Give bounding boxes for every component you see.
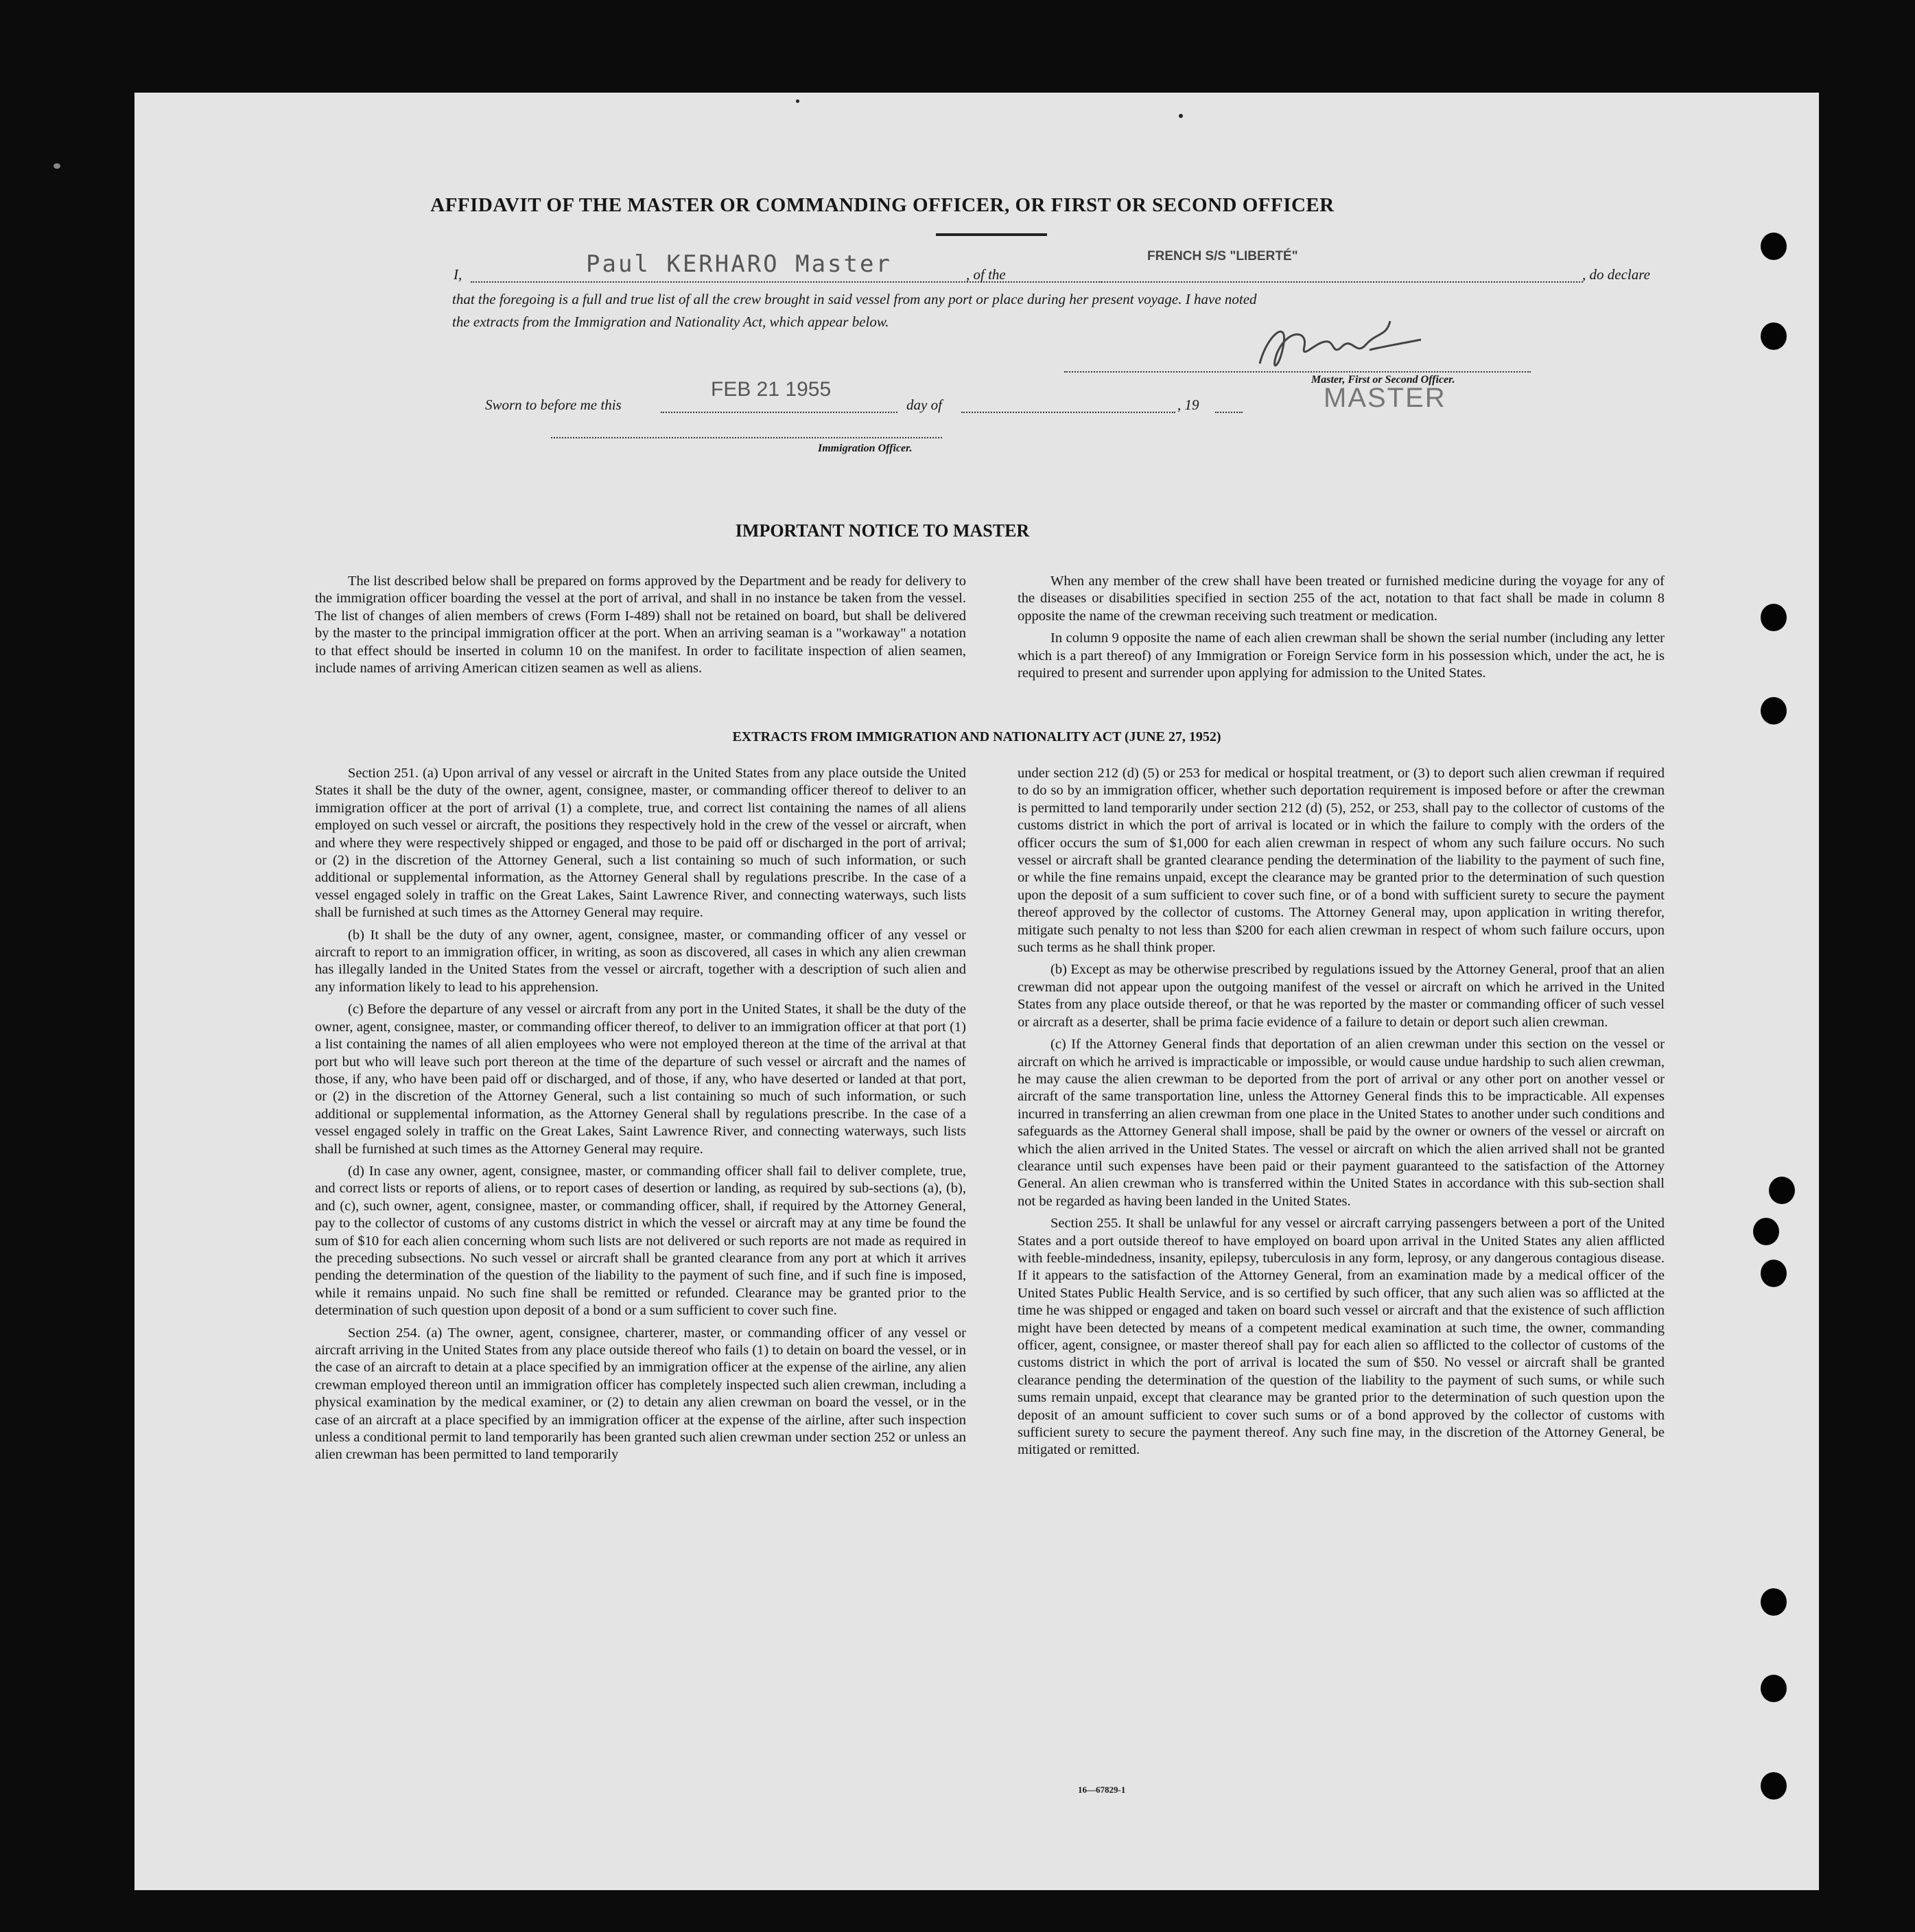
year-label: , 19: [1177, 397, 1199, 413]
sworn-day-line: [661, 412, 897, 413]
sworn-date-stamp: FEB 21 1955: [711, 378, 832, 401]
notice-left-column: [315, 573, 966, 682]
year-line: [1215, 412, 1243, 413]
i-label: I,: [454, 266, 462, 283]
punch-hole: [1761, 604, 1787, 631]
section-254-a: Section 254. (a) The owner, agent, consignee, charterer, master, or commanding officer of any vessel or aircraft arriving in the United States from any place outside thereof who fails (1) to detain on board the vessel, or in the case of an aircraft to detain at a place specified by an immigration officer at the expense of the airline, any alien crewman employed thereon until an immigration officer has completely inspected such alien crewman, including a physical examination by the medical examiner, or (2) to detain any alien crewman on board the vessel, or in the case of an aircraft at a place specified by an immigration officer at the expense of the airline, after such inspection unless a conditional permit to land temporarily has been granted such alien crewman under section 252 or unless an alien crewman has been permitted to land temporarily: [315, 1325, 966, 1463]
extracts-right-column: [1018, 765, 1665, 1464]
extracts-title: EXTRACTS FROM IMMIGRATION AND NATIONALITY ACT (JUNE 27, 1952): [732, 729, 1221, 744]
name-line: [471, 281, 1102, 283]
punch-hole: [1761, 1772, 1787, 1800]
punch-hole: [1761, 1675, 1787, 1702]
officer-line: [551, 437, 942, 438]
vessel-line: [1024, 281, 1583, 283]
section-251-c: (c) Before the departure of any vessel or aircraft from any port in the United States, it shall be the duty of the owner, agent, consignee, master, or commanding officer thereof, to deliver to an immigration officer at that port (1) a list containing the names of all alien employees who were not employed thereon at the time of the arrival at that port but who will leave such port thereon at the time of the departure of such vessel or aircraft and the names of those, if any, who have been paid off or discharged, and of those, if any, who have deserted or landed at that port, or (2) in the discretion of the Attorney General, such a list containing so much of such information, or such additional or supplemental information, as the Attorney General shall by regulations prescribe. In the case of a vessel engaged solely in traffic on the Great Lakes, Saint Lawrence River, and connecting waterways, such lists shall be furnished at such times as the Attorney General may require.: [315, 1002, 966, 1157]
notice-left-paragraph: The list described below shall be prepared on forms approved by the Department and be ready for delivery to the immigration officer boarding the vessel at the port of arrival, and shall in no instance be taken from the vessel. The list of changes of alien members of crews (Form I-489) shall not be retained on board, but shall be delivered by the master to the principal immigration officer at the port. When an arriving seaman is a "workaway" a notation to that effect should be inserted in column 10 on the manifest. In order to facilitate inspection of alien seamen, include names of arriving American citizen seamen as well as aliens.: [315, 574, 966, 676]
declaration-line-1: that the foregoing is a full and true list of all the crew brought in said vessel from any port or place during her present voyage. I have noted: [452, 291, 1257, 307]
title-divider: [936, 233, 1047, 236]
punch-hole: [1761, 233, 1787, 260]
punch-hole: [1761, 1588, 1787, 1616]
section-251-a: Section 251. (a) Upon arrival of any vessel or aircraft in the United States from any place outside the United States it shall be the duty of the owner, agent, consignee, master, or commanding officer thereof to deliver to an immigration officer at the port of arrival (1) a complete, true, and correct list containing the names of all aliens employed on such vessel or aircraft, the positions they respectively hold in the crew of the vessel or aircraft, when and where they were respectively shipped or engaged, and those to be paid off or discharged in the port of arrival; or (2) in the discretion of the Attorney General, such a list containing so much of such information, or such additional or supplemental information, as the Attorney General shall by regulations prescribe. In the case of a vessel engaged solely in traffic on the Great Lakes, Saint Lawrence River, and connecting waterways, such lists shall be furnished at such times as the Attorney General may require.: [315, 766, 966, 921]
extracts-left-column: [315, 765, 966, 1469]
section-251-d: (d) In case any owner, agent, consignee, master, or commanding officer shall fail to deliver complete, true, and correct lists or reports of aliens, or to report cases of desertion or landing, as required by sub-sections (a), (b), and (c), such owner, agent, consignee, master, or commanding officer, shall, if required by the Attorney General, pay to the collector of customs of any customs district in which the vessel or aircraft may at any time be found the sum of $10 for each alien concerning whom such lists are not delivered or such reports are not made as required in the preceding subsections. No such vessel or aircraft shall be granted clearance from any port at which it arrives pending the determination of the question of the liability to the payment of such fine, and if such fine is imposed, while it remains unpaid. No such fine shall be remitted or refunded. Clearance may be granted prior to the determination of such question upon deposit of a bond or a sum sufficient to cover such fine.: [315, 1163, 966, 1319]
punch-hole: [1769, 1177, 1795, 1204]
master-name: Paul KERHARO Master: [586, 250, 892, 278]
section-251-b: (b) It shall be the duty of any owner, agent, consignee, master, or commanding officer of any vessel or aircraft to report to an immigration officer, in writing, as soon as discovered, all cases in which any alien crewman has illegally landed in the United States from the vessel or aircraft, together with a description of such alien and any information likely to lead to his apprehension.: [315, 927, 966, 995]
dust-speck: [1179, 114, 1183, 118]
do-declare-label: , do declare: [1582, 266, 1650, 283]
punch-hole: [1753, 1218, 1779, 1245]
immigration-officer-label: Immigration Officer.: [818, 443, 913, 454]
of-the-label: , of the: [966, 266, 1006, 283]
day-of-label: day of: [906, 397, 942, 413]
dust-speck: [54, 163, 60, 169]
section-254-b: (b) Except as may be otherwise prescribed by regulations issued by the Attorney General, proof that an alien crewman did not appear upon the outgoing manifest of the vessel or aircraft on which he arrived in the United States from any place outside thereof, or that he was reported by the master or commanding officer of such vessel or aircraft as a deserter, shall be prima facie evidence of a failure to detain or deport such alien crewman.: [1018, 962, 1665, 1030]
punch-hole: [1761, 697, 1787, 724]
punch-hole: [1761, 322, 1787, 350]
notice-right-paragraph-1: When any member of the crew shall have been treated or furnished medicine during the voyage for any of the diseases or disabilities specified in section 255 of the act, notation to that fact shall be made in column 8 opposite the name of the crewman receiving such treatment or medication.: [1018, 574, 1665, 624]
signature-line: [1064, 371, 1531, 373]
form-number: 16—67829-1: [1078, 1784, 1126, 1795]
dust-speck: [796, 99, 799, 103]
section-254-c: (c) If the Attorney General finds that deportation of an alien crewman under this section on the vessel or aircraft on which he arrived is impracticable or impossible, or would cause undue hardship to such alien crewman, he may cause the alien crewman to be deported from the port of arrival or any other port on another vessel or aircraft of the same transportation line, unless the Attorney General finds this to be impracticable. All expenses incurred in transferring an alien crewman from one place in the United States to another under such conditions and safeguards as the Attorney General shall impose, shall be paid by the owner or owners of the vessel or aircraft on which the alien arrived in the United States. The vessel or aircraft on which the alien arrived shall not be granted clearance until such expenses have been paid or their payment guaranteed to the satisfaction of the Attorney General. An alien crewman who is transferred within the United States in accordance with this sub-section shall not be regarded as having been landed in the United States.: [1018, 1037, 1665, 1209]
notice-title: IMPORTANT NOTICE TO MASTER: [735, 521, 1030, 541]
declaration-line-2: the extracts from the Immigration and Nationality Act, which appear below.: [452, 314, 889, 330]
section-255: Section 255. It shall be unlawful for any vessel or aircraft carrying passengers between a port of the United States and a port outside thereof to have employed on board upon arrival in the United States any alien afflicted with feeble-mindedness, insanity, epilepsy, tuberculosis in any form, leprosy, or any dangerous contagious disease. If it appears to the satisfaction of the Attorney General, from an examination made by a medical officer of the United States Public Health Service, and is so certified by such officer, that any such alien was so afflicted at the time he was shipped or engaged and taken on board such vessel or aircraft and that the existence of such affliction might have been detected by means of a competent medical examination at such time, the owner, commanding officer, agent, consignee, or master thereof shall pay for each alien so afflicted to the collector of customs of the customs district in which the port of arrival is located the sum of $50. No vessel or aircraft shall be granted clearance pending the determination of the question of the liability to the payment of such sums, or while such sums remain unpaid, except that clearance may be granted prior to the determination of such question upon the deposit of an amount sufficient to cover such sums or of a bond approved by the collector of customs with sufficient surety to secure the payment thereof. Any such fine may, in the discretion of the Attorney General, be mitigated or remitted.: [1018, 1216, 1665, 1458]
vessel-name: FRENCH S/S "LIBERTÉ": [1147, 249, 1298, 263]
signature-caption: Master, First or Second Officer.: [1311, 374, 1455, 386]
affidavit-title: AFFIDAVIT OF THE MASTER OR COMMANDING OFFICER, OR FIRST OR SECOND OFFICER: [430, 194, 1335, 216]
document-page: [134, 93, 1819, 1890]
notice-right-paragraph-2: In column 9 opposite the name of each alien crewman shall be shown the serial number (including any letter which is a part thereof) of any Immigration or Foreign Service form in his possession which, under the act, he is required to present and surrender upon applying for admission to the United States.: [1018, 631, 1665, 681]
section-254-a-continued: under section 212 (d) (5) or 253 for medical or hospital treatment, or (3) to deport such alien crewman if required to do so by an immigration officer, whether such deportation requirement is imposed before or after the crewman is permitted to land temporarily under section 212 (d) (5), 252, or 253, shall pay to the collector of customs of the customs district in which the port of arrival is located or in which the failure to comply with the orders of the officer occurs the sum of $1,000 for each alien crewman in respect of whom any such failure occurs. No such vessel or aircraft shall be granted clearance pending the determination of the liability to the payment of such fine, or while the fine remains unpaid, except the clearance may be granted prior to the determination of such question upon the deposit of a sum sufficient to cover such fine, or of a bond with sufficient surety to secure the payment thereof approved by the collector of customs. The Attorney General may, upon application in writing therefor, mitigate such penalty to not less than $200 for each alien crewman in respect of whom such failure occurs, upon such terms as he shall think proper.: [1018, 766, 1665, 956]
month-line: [961, 412, 1175, 413]
notice-right-column: [1018, 573, 1665, 687]
punch-hole: [1761, 1260, 1787, 1287]
master-stamp: MASTER: [1324, 383, 1446, 413]
sworn-label: Sworn to before me this: [485, 397, 622, 413]
